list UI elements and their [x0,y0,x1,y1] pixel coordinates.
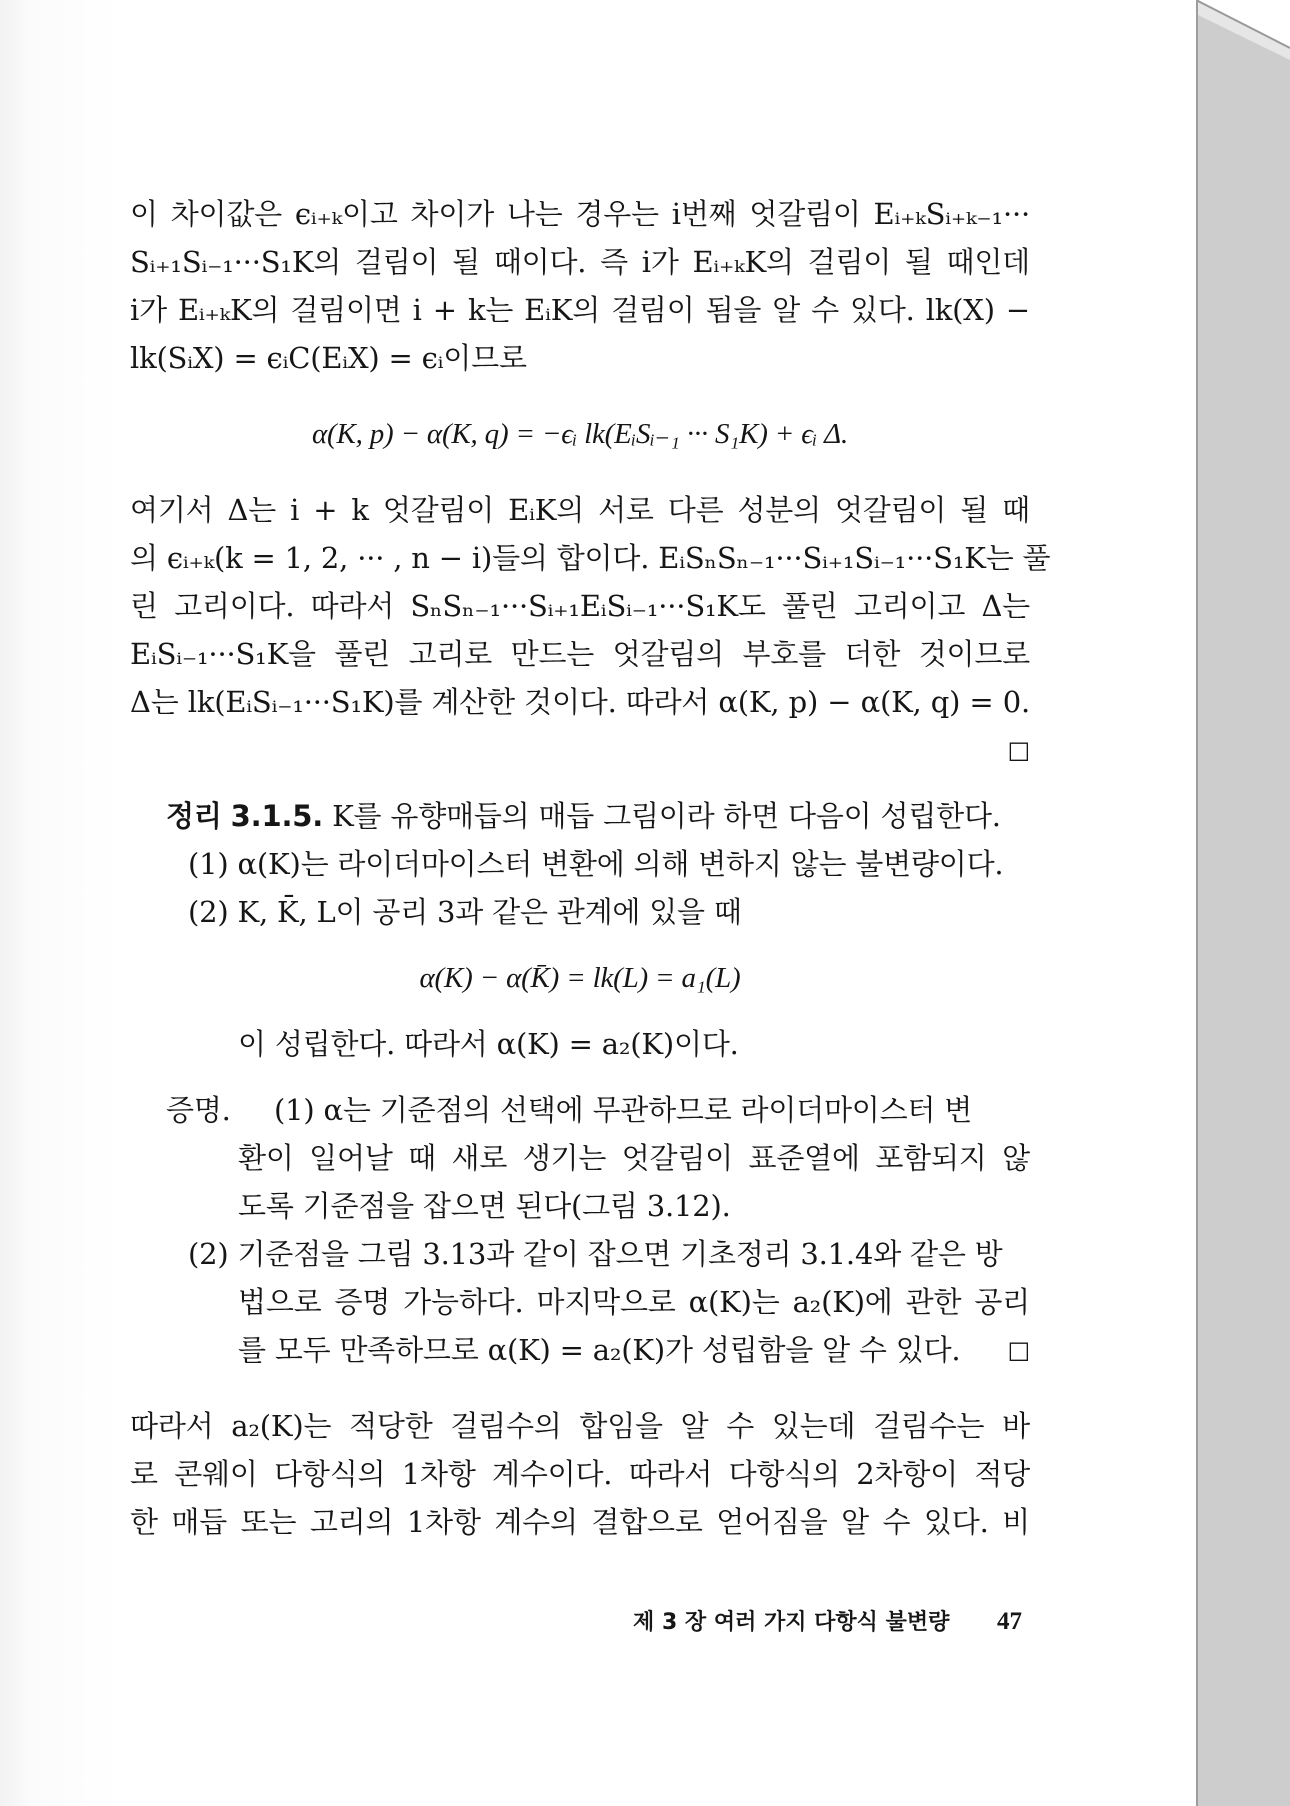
display-equation-2: α(K) − α(K̄) = lk(L) = a₁(L) [419,962,741,994]
proof-line [130,1326,1030,1374]
text-line: Δ는 lk(EᵢSᵢ₋₁···S₁K)를 계산한 것이다. 따라서 α(K, p) − α(K, q) = 0. [130,685,1030,719]
theorem-heading [130,792,1030,840]
theorem-block [130,792,1030,1068]
text-line: 린 고리이다. 따라서 SₙSₙ₋₁···Sᵢ₊₁EᵢSᵢ₋₁···S₁K도 풀린 고리이고 Δ는 [130,589,1030,623]
page-footer [130,1605,1022,1636]
text-line: 이 차이값은 ϵᵢ₊ₖ이고 차이가 나는 경우는 i번째 엇갈림이 Eᵢ₊ₖSᵢ₊ₖ₋₁··· [130,197,1030,231]
display-equation-1: α(K, p) − α(K, q) = −ϵᵢ lk(EᵢSᵢ₋₁ ··· S₁K) + ϵᵢ Δ. [311,418,849,450]
proof-line: 환이 일어날 때 새로 생기는 엇갈림이 표준열에 포함되지 않 [238,1141,1030,1175]
page-content [130,190,1051,1546]
qed-symbol: □ [1007,736,1030,764]
running-chapter-title: 제 3 장 여러 가지 다항식 불변량 [633,1610,950,1635]
book-thickness-side [1196,0,1290,1806]
theorem-conclusion: 이 성립한다. 따라서 α(K) = a₂(K)이다. [238,1027,739,1061]
page-number: 47 [997,1608,1022,1635]
theorem-item-1: (1) α(K)는 라이더마이스터 변환에 의해 변하지 않는 불변량이다. [188,847,1004,881]
text-line: EᵢSᵢ₋₁···S₁K을 풀린 고리로 만드는 엇갈림의 부호를 더한 것이므로 [130,637,1030,671]
proof-block [130,1086,1030,1374]
proof-item-2-first: (2) 기준점을 그림 3.13과 같이 잡으면 기초정리 3.1.4와 같은 방 [188,1237,1003,1271]
text-line: 로 콘웨이 다항식의 1차항 계수이다. 따라서 다항식의 2차항이 적당 [130,1457,1030,1491]
paragraph-2 [130,486,1051,774]
theorem-number: 3.1.5. [230,799,324,833]
theorem-statement: K를 유향매듭의 매듭 그림이라 하면 다음이 성립한다. [332,799,1001,833]
theorem-item-2: (2) K, K̄, L이 공리 3과 같은 관계에 있을 때 [188,895,742,929]
proof-heading [130,1086,1030,1134]
text-line: Sᵢ₊₁Sᵢ₋₁···S₁K의 걸림이 될 때이다. 즉 i가 Eᵢ₊ₖK의 걸림이 될 때인데 [130,245,1030,279]
proof-label: 증명. [166,1093,231,1127]
qed-symbol: □ [1007,1336,1030,1364]
text-line: lk(SᵢX) = ϵᵢC(EᵢX) = ϵᵢ이므로 [130,341,527,375]
text-line: 의 ϵᵢ₊ₖ(k = 1, 2, ··· , n − i)들의 합이다. EᵢSₙSₙ₋₁···Sᵢ₊₁Sᵢ₋₁···S₁K는 풀 [130,541,1051,575]
text-line: 한 매듭 또는 고리의 1차항 계수의 결합으로 얻어짐을 알 수 있다. 비 [130,1505,1030,1539]
theorem-label: 정리 [166,799,222,833]
paragraph-3 [130,1402,1030,1546]
proof-line: 법으로 증명 가능하다. 마지막으로 α(K)는 a₂(K)에 관한 공리 [238,1285,1030,1319]
text-line: i가 Eᵢ₊ₖK의 걸림이면 i + k는 EᵢK의 걸림이 됨을 알 수 있다. lk(X) − [130,293,1030,327]
proof-item-1-first: (1) α는 기준점의 선택에 무관하므로 라이더마이스터 변 [274,1093,973,1127]
proof-line: 도록 기준점을 잡으면 된다(그림 3.12). [238,1189,731,1223]
text-line: 따라서 a₂(K)는 적당한 걸림수의 합임을 알 수 있는데 걸림수는 바 [130,1409,1030,1443]
proof-line-text: 를 모두 만족하므로 α(K) = a₂(K)가 성립함을 알 수 있다. [238,1333,961,1367]
text-line: 여기서 Δ는 i + k 엇갈림이 EᵢK의 서로 다른 성분의 엇갈림이 될 때 [130,493,1030,527]
paragraph-1 [130,190,1030,382]
